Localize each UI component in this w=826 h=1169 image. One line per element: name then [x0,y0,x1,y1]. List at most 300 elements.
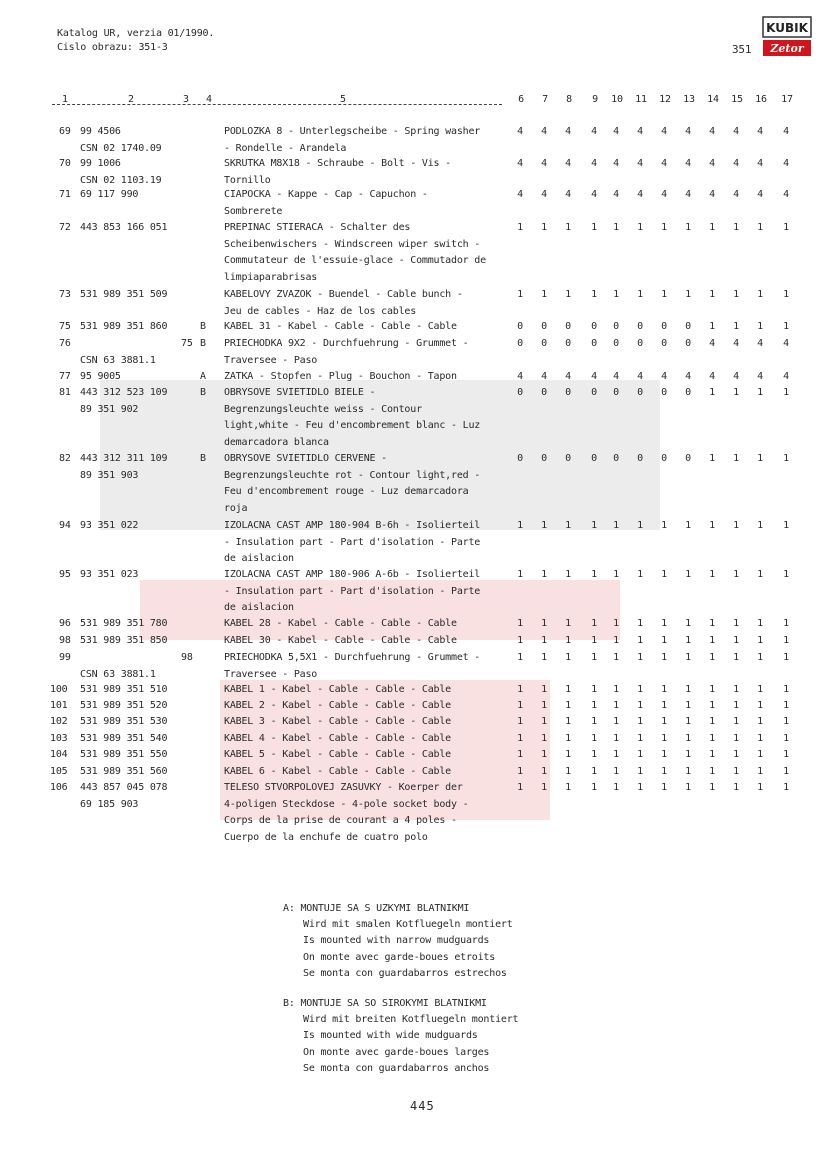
row-quantity: 4 [709,338,715,349]
row-position: 69 [59,126,71,137]
row-quantity: 1 [783,684,789,695]
row-quantity: 1 [517,222,523,233]
row-quantity: 1 [661,700,667,711]
col-header-8: 8 [566,94,572,105]
row-description-line: Scheibenwischers - Windscreen wiper switch - [224,238,481,250]
row-quantity: 1 [565,733,571,744]
row-quantity: 1 [733,289,739,300]
row-description-line: Jeu de cables - Haz de los cables [224,305,417,317]
row-standard-number: 89 351 903 [80,469,139,481]
row-quantity: 0 [591,321,597,332]
catalog-version: Katalog UR, verzia 01/1990. [57,28,215,39]
row-description-line: PREPINAC STIERACA - Schalter des [224,222,411,233]
row-quantity: 1 [757,700,763,711]
row-column-3: 98 [181,652,193,663]
row-quantity: 1 [517,618,523,629]
row-position: 105 [50,766,68,777]
row-quantity: 0 [637,453,643,464]
row-quantity: 1 [757,453,763,464]
row-quantity: 1 [613,684,619,695]
row-quantity: 1 [783,782,789,793]
row-description-line: de aislacion [224,602,294,613]
col-header-7: 7 [542,94,548,105]
row-description-line: KABEL 2 - Kabel - Cable - Cable - Cable [224,700,451,711]
row-description-line: PRIECHODKA 5,5X1 - Durchfuehrung - Grummet - [224,652,481,663]
row-quantity: 1 [685,716,691,727]
row-part-number: 443 857 045 078 [80,782,168,793]
row-description-line: ZATKA - Stopfen - Plug - Bouchon - Tapon [224,371,457,382]
row-quantity: 1 [709,684,715,695]
row-quantity: 1 [517,733,523,744]
row-quantity: 1 [517,766,523,777]
row-quantity: 1 [733,749,739,760]
row-part-number: 531 989 351 509 [80,289,168,300]
row-quantity: 1 [661,569,667,580]
note-line: A: MONTUJE SA S UZKYMI BLATNIKMI [283,903,470,914]
row-description-line: - Insulation part - Part d'isolation - Parte [224,585,481,597]
row-quantity: 0 [661,321,667,332]
row-part-number: 443 853 166 051 [80,222,168,233]
row-description-line: KABEL 4 - Kabel - Cable - Cable - Cable [224,733,451,744]
row-quantity: 1 [733,635,739,646]
row-quantity: 4 [613,158,619,169]
row-quantity: 4 [757,338,763,349]
row-quantity: 1 [685,782,691,793]
row-description-line: KABEL 30 - Kabel - Cable - Cable - Cable [224,635,457,646]
note-line: On monte avec garde-boues larges [303,1046,490,1058]
row-quantity: 4 [541,189,547,200]
row-standard-number: CSN 63 3881.1 [80,354,156,366]
row-quantity: 1 [591,766,597,777]
row-quantity: 1 [565,716,571,727]
row-quantity: 1 [541,520,547,531]
row-quantity: 0 [685,387,691,398]
row-quantity: 1 [709,222,715,233]
row-quantity: 1 [591,520,597,531]
row-quantity: 1 [709,782,715,793]
row-quantity: 1 [591,289,597,300]
row-description-line: de aislacion [224,553,294,564]
col-header-5: 5 [340,94,346,105]
figure-id: Cislo obrazu: 351-3 [57,42,168,53]
row-quantity: 4 [783,126,789,137]
row-quantity: 4 [733,126,739,137]
row-quantity: 1 [565,222,571,233]
row-quantity: 0 [565,338,571,349]
row-quantity: 4 [757,189,763,200]
row-quantity: 1 [613,652,619,663]
row-quantity: 4 [637,371,643,382]
row-description-line: Begrenzungsleuchte rot - Contour light,red - [224,469,481,481]
row-quantity: 1 [637,766,643,777]
row-variant-code: B [200,321,206,332]
row-quantity: 4 [733,189,739,200]
row-quantity: 1 [637,569,643,580]
col-header-12: 12 [659,94,671,105]
row-quantity: 1 [709,520,715,531]
row-description-line: Begrenzungsleuchte weiss - Contour [224,403,422,415]
col-header-16: 16 [755,94,767,105]
row-standard-number: 89 351 902 [80,403,139,415]
row-quantity: 1 [637,716,643,727]
row-quantity: 4 [541,158,547,169]
row-quantity: 1 [709,569,715,580]
row-part-number: 531 989 351 560 [80,766,168,777]
row-position: 98 [59,635,71,646]
row-quantity: 1 [637,684,643,695]
row-quantity: 1 [613,700,619,711]
row-quantity: 1 [757,635,763,646]
row-description-line: Traversee - Paso [224,668,318,680]
col-header-11: 11 [635,94,647,105]
row-quantity: 1 [517,782,523,793]
row-quantity: 1 [541,222,547,233]
col-header-17: 17 [781,94,793,105]
row-standard-number: 69 185 903 [80,798,139,810]
row-quantity: 1 [757,387,763,398]
row-description-line: light,white - Feu d'encombrement blanc - Luz [224,420,481,431]
row-quantity: 1 [685,289,691,300]
row-position: 77 [59,371,71,382]
row-quantity: 0 [541,338,547,349]
row-quantity: 4 [733,371,739,382]
row-quantity: 1 [757,618,763,629]
row-quantity: 0 [517,338,523,349]
row-quantity: 1 [613,618,619,629]
note-line: B: MONTUJE SA SO SIROKYMI BLATNIKMI [283,998,487,1010]
row-quantity: 4 [613,189,619,200]
row-quantity: 1 [783,733,789,744]
row-quantity: 1 [541,700,547,711]
row-quantity: 4 [783,371,789,382]
row-quantity: 0 [685,321,691,332]
row-description-line: KABEL 31 - Kabel - Cable - Cable - Cable [224,321,457,332]
row-quantity: 1 [757,733,763,744]
row-quantity: 4 [517,189,523,200]
row-description-line: KABEL 1 - Kabel - Cable - Cable - Cable [224,684,451,695]
row-quantity: 1 [637,520,643,531]
note-line: Se monta con guardabarros estrechos [303,967,507,979]
row-standard-number: CSN 02 1103.19 [80,174,162,186]
header-rule [52,104,502,105]
col-header-3: 3 [183,94,189,105]
row-quantity: 4 [709,189,715,200]
row-quantity: 1 [661,618,667,629]
row-quantity: 0 [685,453,691,464]
row-variant-code: B [200,387,206,398]
row-quantity: 0 [661,387,667,398]
row-quantity: 0 [517,453,523,464]
row-description-line: IZOLACNA CAST AMP 180-906 A-6b - Isolierteil [224,569,481,580]
row-quantity: 0 [613,338,619,349]
row-quantity: 4 [565,371,571,382]
row-quantity: 4 [661,158,667,169]
row-quantity: 1 [591,733,597,744]
row-quantity: 1 [661,782,667,793]
row-position: 75 [59,321,71,332]
row-description-line: - Rondelle - Arandela [224,142,347,154]
col-header-9: 9 [592,94,598,105]
row-position: 72 [59,222,71,233]
row-quantity: 0 [591,453,597,464]
row-quantity: 0 [591,387,597,398]
row-quantity: 4 [613,126,619,137]
row-quantity: 4 [685,126,691,137]
row-quantity: 1 [541,684,547,695]
row-quantity: 0 [661,338,667,349]
row-quantity: 1 [637,733,643,744]
row-quantity: 4 [783,158,789,169]
col-header-10: 10 [611,94,623,105]
row-quantity: 4 [541,126,547,137]
row-variant-code: B [200,338,206,349]
row-quantity: 1 [613,716,619,727]
row-quantity: 1 [685,749,691,760]
row-quantity: 1 [591,222,597,233]
row-position: 95 [59,569,71,580]
row-quantity: 1 [783,222,789,233]
row-quantity: 1 [783,387,789,398]
row-description-line: KABEL 5 - Kabel - Cable - Cable - Cable [224,749,451,760]
row-quantity: 1 [733,733,739,744]
row-quantity: 1 [541,618,547,629]
row-position: 104 [50,749,68,760]
row-quantity: 4 [709,371,715,382]
row-quantity: 1 [637,700,643,711]
row-quantity: 4 [757,126,763,137]
row-quantity: 4 [591,158,597,169]
row-quantity: 1 [517,569,523,580]
row-position: 94 [59,520,71,531]
row-quantity: 4 [517,158,523,169]
row-quantity: 1 [613,766,619,777]
row-quantity: 1 [783,569,789,580]
row-quantity: 1 [541,289,547,300]
row-part-number: 531 989 351 540 [80,733,168,744]
row-part-number: 95 9005 [80,371,121,382]
note-line: Wird mit breiten Kotfluegeln montiert [303,1014,519,1026]
row-quantity: 1 [517,652,523,663]
row-description-line: demarcadora blanca [224,436,329,448]
row-quantity: 1 [783,635,789,646]
row-quantity: 1 [783,289,789,300]
row-quantity: 1 [685,766,691,777]
row-quantity: 4 [783,189,789,200]
row-quantity: 1 [783,618,789,629]
row-quantity: 1 [783,652,789,663]
row-quantity: 1 [591,716,597,727]
row-quantity: 1 [685,618,691,629]
row-quantity: 1 [709,749,715,760]
svg-text:Zetor: Zetor [770,42,804,55]
row-quantity: 4 [709,126,715,137]
row-description-line: Feu d'encombrement rouge - Luz demarcadora [224,486,469,497]
figure-number: 351 [732,43,752,56]
col-header-13: 13 [683,94,695,105]
row-quantity: 1 [709,289,715,300]
row-quantity: 0 [613,453,619,464]
row-quantity: 0 [613,387,619,398]
row-description-line: OBRYSOVE SVIETIDLO BIELE - [224,387,376,398]
row-quantity: 1 [733,453,739,464]
note-a [283,901,518,982]
row-quantity: 1 [565,700,571,711]
row-quantity: 4 [591,126,597,137]
row-quantity: 0 [685,338,691,349]
row-quantity: 1 [661,749,667,760]
row-quantity: 1 [709,387,715,398]
row-quantity: 1 [517,700,523,711]
row-quantity: 0 [661,453,667,464]
row-description-line: KABELOVY ZVAZOK - Buendel - Cable bunch - [224,289,463,300]
row-quantity: 1 [565,520,571,531]
note-line: Is mounted with narrow mudguards [303,935,490,947]
kubik-zetor-logo [762,16,812,60]
col-header-2: 2 [128,94,134,105]
row-quantity: 1 [757,321,763,332]
row-quantity: 0 [637,321,643,332]
col-header-15: 15 [731,94,743,105]
row-quantity: 1 [591,618,597,629]
row-quantity: 1 [783,453,789,464]
row-quantity: 1 [733,782,739,793]
row-position: 96 [59,618,71,629]
row-position: 76 [59,338,71,349]
row-quantity: 4 [541,371,547,382]
row-quantity: 1 [757,766,763,777]
document-header [57,27,214,55]
row-quantity: 1 [733,700,739,711]
row-quantity: 1 [685,733,691,744]
row-quantity: 1 [733,321,739,332]
row-part-number: 531 989 351 510 [80,684,168,695]
row-description-line: Commutateur de l'essuie-glace - Commutador de [224,255,486,266]
row-quantity: 1 [565,652,571,663]
row-quantity: 1 [709,321,715,332]
note-line: Se monta con guardabarros anchos [303,1062,490,1074]
row-quantity: 1 [733,222,739,233]
row-quantity: 0 [517,321,523,332]
row-description-line: - Insulation part - Part d'isolation - Parte [224,536,481,548]
row-description-line: KABEL 6 - Kabel - Cable - Cable - Cable [224,766,451,777]
row-quantity: 1 [637,749,643,760]
row-quantity: 1 [565,618,571,629]
svg-text:KUBIK: KUBIK [766,21,808,35]
row-quantity: 4 [757,158,763,169]
row-quantity: 1 [783,766,789,777]
row-quantity: 4 [565,158,571,169]
row-quantity: 1 [591,749,597,760]
row-description-line: SKRUTKA M8X18 - Schraube - Bolt - Vis - [224,158,451,169]
row-position: 106 [50,782,68,793]
row-quantity: 4 [757,371,763,382]
row-quantity: 4 [783,338,789,349]
row-quantity: 1 [565,749,571,760]
row-quantity: 1 [709,453,715,464]
row-quantity: 4 [591,189,597,200]
row-quantity: 1 [757,289,763,300]
row-quantity: 1 [661,716,667,727]
row-quantity: 4 [685,371,691,382]
row-quantity: 0 [637,338,643,349]
page-number: 445 [410,1099,435,1113]
row-quantity: 1 [661,766,667,777]
row-quantity: 1 [517,749,523,760]
row-quantity: 1 [709,652,715,663]
row-quantity: 1 [757,569,763,580]
row-part-number: 531 989 351 550 [80,749,168,760]
row-quantity: 1 [517,716,523,727]
row-quantity: 4 [637,126,643,137]
row-quantity: 1 [685,684,691,695]
row-description-line: limpiaparabrisas [224,271,318,283]
row-quantity: 1 [613,749,619,760]
row-part-number: 99 1006 [80,158,121,169]
row-quantity: 0 [517,387,523,398]
row-quantity: 1 [685,635,691,646]
row-position: 71 [59,189,71,200]
row-part-number: 99 4506 [80,126,121,137]
row-quantity: 1 [613,569,619,580]
row-quantity: 1 [733,520,739,531]
note-line: On monte avec garde-boues etroits [303,951,496,963]
row-quantity: 1 [661,222,667,233]
row-quantity: 1 [565,766,571,777]
row-quantity: 1 [783,700,789,711]
row-quantity: 1 [517,289,523,300]
col-header-1: 1 [62,94,68,105]
row-description-line: roja [224,502,248,514]
row-quantity: 4 [637,189,643,200]
row-position: 99 [59,652,71,663]
row-quantity: 1 [637,618,643,629]
row-quantity: 1 [541,652,547,663]
row-quantity: 4 [517,126,523,137]
row-description-line: Cuerpo de la enchufe de cuatro polo [224,831,428,843]
row-position: 101 [50,700,68,711]
row-quantity: 4 [685,158,691,169]
row-position: 73 [59,289,71,300]
row-position: 70 [59,158,71,169]
row-quantity: 1 [733,684,739,695]
row-quantity: 1 [757,652,763,663]
row-part-number: 443 312 311 109 [80,453,168,464]
row-quantity: 1 [733,618,739,629]
row-part-number: 93 351 023 [80,569,139,580]
note-b [283,996,518,1077]
row-quantity: 1 [757,749,763,760]
row-quantity: 1 [637,782,643,793]
row-quantity: 1 [613,289,619,300]
row-quantity: 0 [637,387,643,398]
row-part-number: 69 117 990 [80,189,139,200]
note-line: Wird mit smalen Kotfluegeln montiert [303,919,513,931]
row-description-line: KABEL 3 - Kabel - Cable - Cable - Cable [224,716,451,727]
row-quantity: 1 [565,635,571,646]
row-quantity: 1 [733,716,739,727]
row-quantity: 1 [591,700,597,711]
row-quantity: 1 [591,684,597,695]
row-quantity: 1 [613,520,619,531]
row-quantity: 4 [565,126,571,137]
row-quantity: 1 [517,635,523,646]
row-quantity: 0 [541,321,547,332]
row-quantity: 4 [661,189,667,200]
row-quantity: 1 [661,289,667,300]
note-line: Is mounted with wide mudguards [303,1030,478,1042]
row-description-line: TELESO STVORPOLOVEJ ZASUVKY - Koerper der [224,782,463,793]
row-part-number: 531 989 351 520 [80,700,168,711]
